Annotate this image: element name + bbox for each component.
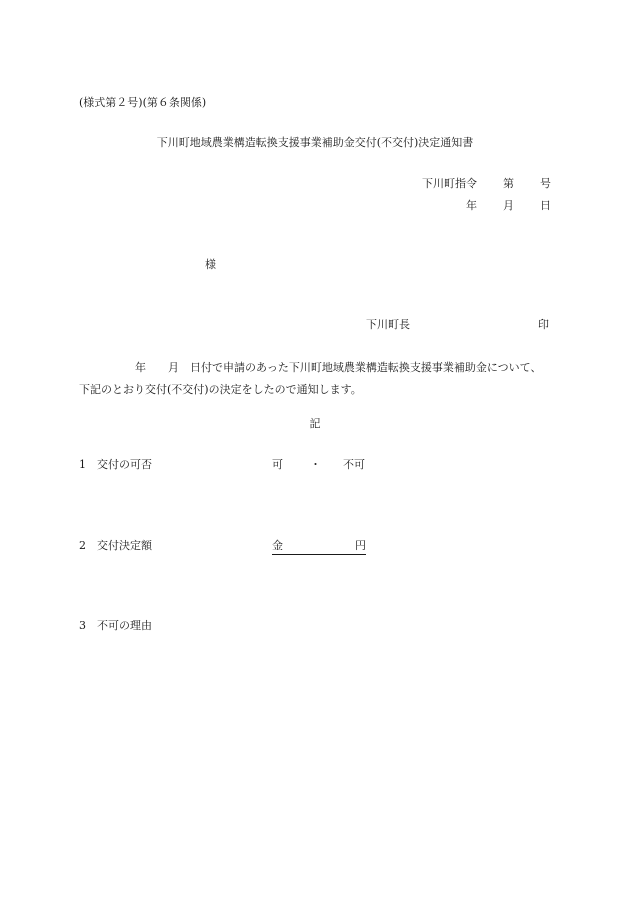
recipient-honorific: 様 bbox=[205, 258, 216, 271]
body-text: 年 月 日付で申請のあった下川町地域農業構造転換支援事業補助金について、下記のとおり交付(不交付)の決定をしたので通知します。 bbox=[79, 361, 542, 396]
reference-dai: 第 bbox=[503, 177, 514, 190]
approval-no: 不可 bbox=[343, 458, 365, 471]
amount-field bbox=[272, 539, 366, 555]
item-number: 3 bbox=[79, 619, 86, 632]
item-label-approval: 交付の可否 bbox=[97, 458, 152, 471]
item-number: 2 bbox=[79, 539, 86, 552]
item-label-amount: 交付決定額 bbox=[97, 539, 152, 552]
approval-separator: ・ bbox=[310, 458, 321, 471]
amount-suffix: 円 bbox=[355, 539, 366, 552]
reference-number-line bbox=[422, 177, 551, 199]
date-year: 年 bbox=[466, 199, 477, 212]
item-label-reason: 不可の理由 bbox=[97, 619, 152, 632]
reference-block bbox=[422, 177, 551, 221]
document-title: 下川町地域農業構造転換支援事業補助金交付(不交付)決定通知書 bbox=[156, 136, 474, 149]
reference-gou: 号 bbox=[540, 177, 551, 190]
approval-yes: 可 bbox=[272, 458, 283, 471]
seal-mark: 印 bbox=[538, 318, 549, 331]
ki-heading: 記 bbox=[309, 417, 321, 430]
sender-title: 下川町長 bbox=[366, 318, 410, 331]
amount-prefix: 金 bbox=[272, 539, 283, 552]
date-day: 日 bbox=[540, 199, 551, 212]
form-number: (様式第２号)(第６条関係) bbox=[79, 96, 207, 109]
date-month: 月 bbox=[503, 199, 514, 212]
item-number: 1 bbox=[79, 458, 86, 471]
reference-date-line bbox=[422, 199, 551, 221]
reference-issuer: 下川町指令 bbox=[422, 177, 477, 190]
